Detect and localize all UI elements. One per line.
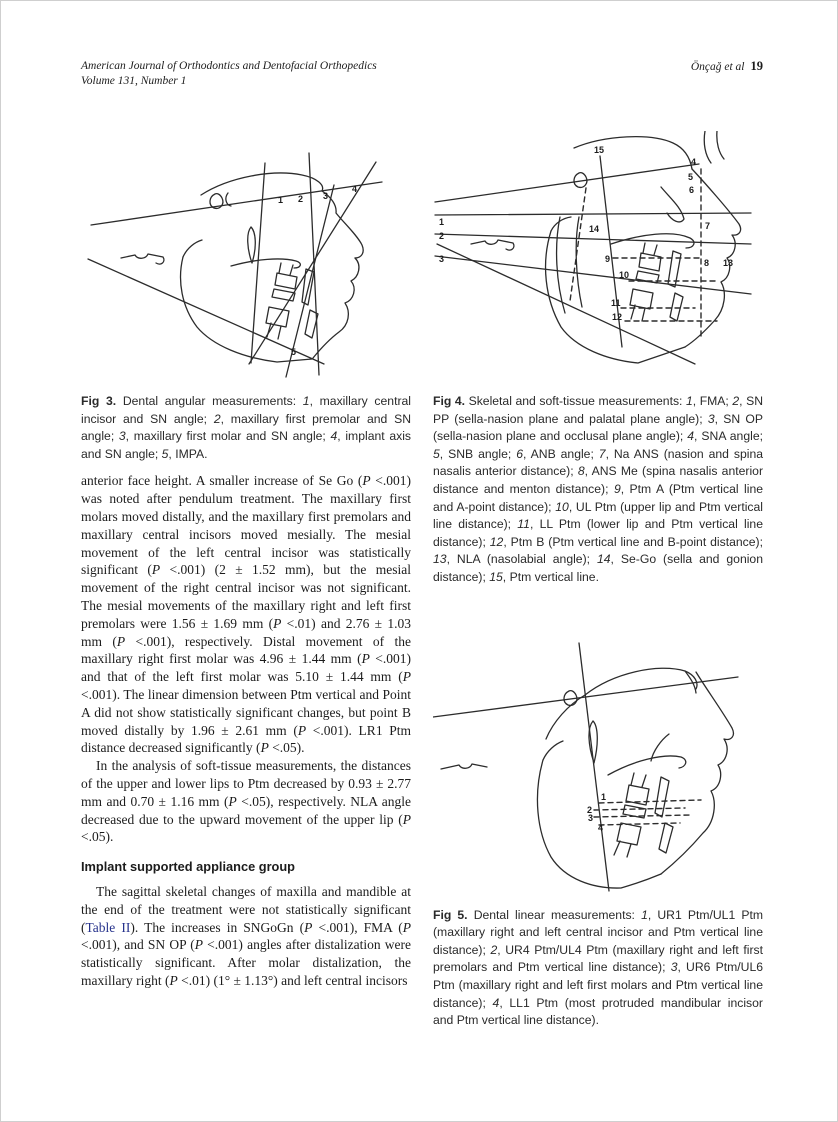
figure-annotation: 12 [612,312,623,322]
figure-annotation: 1 [439,217,445,227]
fig4-cephalometric-tracing-image [433,131,763,381]
figure-annotation: 2 [298,194,304,204]
section-heading: Implant supported appliance group [81,859,296,875]
right-column [433,131,763,1030]
journal-title: American Journal of Orthodontics and Dentofacial Orthopedics [81,60,377,72]
page-number: 19 [750,59,763,73]
fig5-annotation-numbers [587,792,606,833]
fig4-caption [433,393,763,587]
fig5-block [433,627,763,1030]
journal-volume: Volume 131, Number 1 [81,75,187,87]
page-header [81,59,763,89]
fig5-caption [433,907,763,1030]
article-body [81,472,411,989]
fig3-label: Fig 3. [81,394,117,408]
figure-annotation: 15 [594,145,605,155]
figure-annotation: 7 [705,221,711,231]
fig4-skull-outline [471,131,741,363]
figure-annotation: 4 [691,157,697,167]
paragraph-soft-tissue: In the analysis of soft-tissue measurements, the distances of the upper and lower lips to Ptm decreased by 0.93 ± 2.77 mm and 0.70 ± 1.16 mm (P <.05), respectively. NLA angle decreased due to the upward movement of the upper lip (P <.05). [81,758,412,845]
left-column [81,131,411,990]
figure-annotation: 2 [439,231,445,241]
figure-annotation: 13 [723,258,734,268]
fig5-measurement-lines [433,643,738,891]
figure-annotation: 3 [323,191,329,201]
figure-annotation: 1 [601,791,607,802]
figure-annotation: 1 [278,195,284,205]
figure-annotation: 3 [588,812,594,823]
figure-annotation: 3 [439,254,445,264]
paragraph-implant-group [81,883,411,990]
fig3-caption-text: Dental angular measurements: 1, maxillary central incisor and SN angle; 2, maxillary first premolar and SN angle; 3, maxillary first molar and SN angle; 4, implant axis and SN angle; 5, IMPA. [81,394,412,461]
figure-annotation: 5 [291,347,297,357]
figure-annotation: 9 [605,254,611,264]
figure-annotation: 14 [589,224,600,234]
figure-annotation: 6 [689,185,695,195]
fig5-teeth [614,773,673,857]
fig3-skull-outline [121,173,363,362]
fig4-annotation-numbers [439,145,733,322]
fig5-caption-text: Dental linear measurements: 1, UR1 Ptm/UL1 Ptm (maxillary right and left central incisor and Ptm vertical line distance); 2, UR4 Ptm/UL4 Ptm (maxillary right and left first premolars and Ptm vertical line distance); 3, UR6 Ptm/UL6 Ptm (maxillary right and left first molars and Ptm vertical line distance); 4, LL1 Ptm (most protruded mandibular incisor and Ptm vertical line distance). [433,907,764,1028]
journal-title-block [81,59,377,89]
running-head [691,59,763,75]
fig4-label: Fig 4. [433,394,465,408]
figure-annotation: 11 [611,298,621,308]
fig3-cephalometric-tracing-image [81,131,411,381]
figure-annotation: 8 [704,258,710,268]
fig3-caption [81,393,411,463]
figure-annotation: 4 [598,822,604,833]
authors-name: Önçağ et al [690,61,745,73]
table2-link[interactable]: Table II [85,919,131,935]
paragraph-text: ). The increases in SNGoGn (P <.001), FMA (P <.001), and SN OP (P <.001) angles after distalization were statistically significant. After molar distalization, the maxillary right (P <.01) (1° ± 1.13°) and left central incisors [81,919,412,988]
figure-annotation: 10 [619,270,630,280]
figure-annotation: 2 [587,804,593,815]
figure-annotation: 5 [688,172,694,182]
paragraph-results-dental: anterior face height. A smaller increase of Se Go (P <.001) was noted after pendulum treatment. The maxillary first molars moved distally, and the maxillary first premolars and maxillary central incisors moved mesially. The mesial movement of the left central incisor was statistically significant (P <.001) (2 ± 1.52 mm), but the mesial movement of the right central incisor was not significant. The mesial movements of the maxillary right and left first premolars were 1.56 ± 1.69 mm (P <.01) and 2.76 ± 1.03 mm (P <.001), respectively. Distal movement of the maxillary right first molar was 4.96 ± 1.44 mm (P <.001) and that of the left first molar was 5.10 ± 1.44 mm (P <.001). The linear dimension between Ptm vertical and Point A did not show statistically significant changes, but point B moved distally by 1.96 ± 2.61 mm (P <.001). LR1 Ptm distance decreased significantly (P <.05). [81,473,412,756]
fig4-caption-text: Skeletal and soft-tissue measurements: 1, FMA; 2, SN PP (sella-nasion plane and palatal plane angle); 3, SN OP (sella-nasion plane and occlusal plane angle); 4, SNA angle; 5, SNB angle; 6, ANB angle; 7, Na ANS (nasion and spina nasalis anterior distance); 8, ANS Me (spina nasalis anterior distance and menton distance); 9, Ptm A (Ptm vertical line and A-point distance); 10, UL Ptm (upper lip and Ptm vertical line distance); 11, LL Ptm (lower lip and Ptm vertical line distance); 12, Ptm B (Ptm vertical line and B-point distance); 13, NLA (nasolabial angle); 14, Se-Go (sella and gonion distance); 15, Ptm vertical line. [433,394,764,584]
paragraph-text: The sagittal skeletal changes of maxilla and mandible at the end of the treatment were not statistically significant ( [81,883,411,935]
figure-annotation: 4 [352,184,358,194]
fig3-teeth [266,263,318,339]
fig5-cephalometric-tracing-image [433,627,763,895]
fig5-label: Fig 5. [433,907,468,922]
fig5-skull-outline [441,668,733,888]
